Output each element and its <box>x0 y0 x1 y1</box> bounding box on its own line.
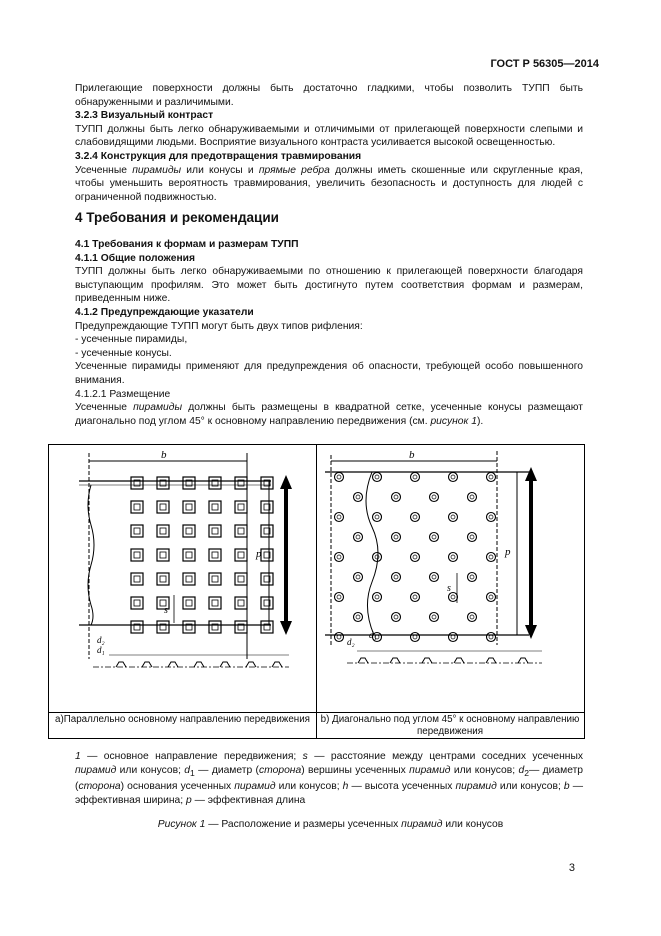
pyramid-base <box>209 621 221 633</box>
cone-top <box>394 575 398 579</box>
direction-arrow-up-icon <box>525 467 537 481</box>
cone-top <box>413 475 417 479</box>
text-run: ) вершины усеченных <box>301 764 410 776</box>
cone-top <box>451 555 455 559</box>
text-run: — расстояние между центрами соседних усеченных <box>307 751 583 762</box>
profile-bump <box>272 662 282 667</box>
profile-bump <box>486 658 496 663</box>
text-run: — диаметр ( <box>194 764 259 776</box>
profile-bump <box>454 658 464 663</box>
pyramid-grid <box>131 477 273 633</box>
cone-top <box>470 575 474 579</box>
pyramid-top <box>238 600 244 606</box>
cone-base <box>392 613 401 622</box>
cone-base <box>354 533 363 542</box>
pyramid-base <box>183 477 195 489</box>
pyramid-base <box>131 573 143 585</box>
cone-top <box>470 495 474 499</box>
text-run-italic: пирамид <box>401 819 443 830</box>
text-run-italic: сторона <box>259 764 302 776</box>
heading-section-4: 4 Требования и рекомендации <box>75 210 279 225</box>
cone-base <box>430 493 439 502</box>
cone-base <box>487 553 496 562</box>
text-run: ). <box>476 415 484 427</box>
cone-base <box>449 633 458 642</box>
cone-base <box>335 513 344 522</box>
pyramid-base <box>157 477 169 489</box>
text-run-italic: пирамид <box>234 781 276 793</box>
text-run-italic: пирамид <box>455 781 497 793</box>
pyramid-base <box>209 525 221 537</box>
cone-top <box>432 535 436 539</box>
pyramid-top <box>186 600 192 606</box>
cone-top <box>356 615 360 619</box>
pyramid-base <box>157 573 169 585</box>
pyramid-base <box>183 525 195 537</box>
pyramid-base <box>157 549 169 561</box>
cone-base <box>392 493 401 502</box>
text-run: или конусов; <box>496 781 564 793</box>
cone-base <box>354 573 363 582</box>
text-run: ) основания усеченных <box>120 781 235 793</box>
cone-base <box>354 493 363 502</box>
cone-base <box>487 593 496 602</box>
pyramid-top <box>134 552 140 558</box>
cone-base <box>487 633 496 642</box>
document-code: ГОСТ Р 56305—2014 <box>490 58 599 70</box>
body-text-top <box>75 82 583 204</box>
text-run: — эффективная длина <box>191 794 306 806</box>
paragraph-injury-prevention <box>75 164 583 205</box>
paragraph-surfaces: Прилегающие поверхности должны быть достаточно гладкими, чтобы позволить ТУПП быть обнаруженными и различимыми. <box>75 83 583 108</box>
subscript: 1 <box>190 767 195 778</box>
pyramid-top <box>160 576 166 582</box>
label-d1: d₁ <box>97 645 105 655</box>
text-run-italic: сторона <box>78 781 121 793</box>
cone-top <box>394 535 398 539</box>
text-run: или конусов; <box>275 781 343 793</box>
text-run: или конусов; <box>450 764 519 776</box>
text-run: Усеченные <box>75 402 134 414</box>
profile-bump <box>518 658 528 663</box>
cone-base <box>411 633 420 642</box>
pyramid-base <box>183 549 195 561</box>
cone-top <box>432 495 436 499</box>
pyramid-base <box>131 477 143 489</box>
pyramid-top <box>238 528 244 534</box>
text-run: или конусов; <box>116 764 185 776</box>
pyramid-base <box>183 501 195 513</box>
heading-4-1-1: 4.1.1 Общие положения <box>75 252 195 264</box>
cone-base <box>468 613 477 622</box>
cone-base <box>430 533 439 542</box>
cone-base <box>468 533 477 542</box>
text-run: или конусов <box>442 819 504 830</box>
pyramid-base <box>235 477 247 489</box>
text-run: или конусы и <box>181 164 259 176</box>
cone-grid <box>335 473 496 642</box>
pyramid-top <box>212 552 218 558</box>
pyramid-top <box>160 552 166 558</box>
label-p: p <box>505 546 511 558</box>
text-run-italic: пирамид <box>409 764 451 776</box>
label-p: p <box>256 548 262 560</box>
cone-base <box>373 593 382 602</box>
direction-arrow-up-icon <box>280 475 292 489</box>
cone-base <box>354 613 363 622</box>
figure-divider-horizontal <box>49 712 584 713</box>
cone-top <box>337 515 341 519</box>
pyramid-top <box>186 528 192 534</box>
pyramid-base <box>235 525 247 537</box>
heading-4-1: 4.1 Требования к формам и размерам ТУПП <box>75 239 299 250</box>
text-run: — высота усеченных <box>348 781 456 793</box>
pyramid-base <box>209 501 221 513</box>
pyramid-base <box>183 573 195 585</box>
text-run-italic: пирамиды <box>133 402 183 414</box>
cone-base <box>335 593 344 602</box>
label-s: s <box>447 583 451 594</box>
cone-top <box>451 475 455 479</box>
pyramid-base <box>235 621 247 633</box>
text-run-italic: пирамиды <box>132 164 182 176</box>
page-number: 3 <box>568 862 575 874</box>
pyramid-top <box>186 552 192 558</box>
pyramid-top <box>212 600 218 606</box>
cone-top <box>337 595 341 599</box>
pyramid-top <box>238 504 244 510</box>
label-d1: d₁ <box>369 630 377 640</box>
pyramid-top <box>134 600 140 606</box>
figure-1 <box>48 444 585 739</box>
text-run-italic: пирамид <box>75 764 117 776</box>
pyramid-base <box>261 597 273 609</box>
cone-base <box>411 473 420 482</box>
direction-arrow-down-icon <box>525 625 537 639</box>
cone-base <box>411 593 420 602</box>
pyramid-base <box>261 549 273 561</box>
profile-bump <box>422 658 432 663</box>
pyramid-base <box>131 549 143 561</box>
caption-b: b) Диагонально под углом 45° к основному направлению передвижения <box>320 714 580 737</box>
cone-top <box>451 515 455 519</box>
list-item-pyramids: - усеченные пирамиды, <box>75 334 188 346</box>
cone-top <box>489 475 493 479</box>
subscript: 2 <box>524 767 529 778</box>
cone-top <box>432 575 436 579</box>
paragraph-pyramids-usage: Усеченные пирамиды применяют для предупреждения об опасности, требующей особо повышенного внимания. <box>75 361 583 386</box>
pyramid-base <box>131 525 143 537</box>
text-run: — основное направление передвижения; <box>80 751 303 762</box>
heading-4-1-2: 4.1.2 Предупреждающие указатели <box>75 306 254 318</box>
pyramid-base <box>131 501 143 513</box>
profile-bump <box>358 658 368 663</box>
profile-bump <box>142 662 152 667</box>
cone-base <box>411 553 420 562</box>
caption-a: а)Параллельно основному направлению передвижения <box>55 714 310 725</box>
cone-top <box>375 515 379 519</box>
cone-top <box>375 555 379 559</box>
cone-base <box>392 533 401 542</box>
legend-key: d <box>518 764 525 776</box>
diagram-parallel-pyramids <box>49 445 315 711</box>
cone-top <box>375 475 379 479</box>
cone-top <box>394 495 398 499</box>
text-run: — эффективная ширина; <box>75 781 583 806</box>
cone-base <box>487 513 496 522</box>
cone-base <box>468 493 477 502</box>
pyramid-top <box>134 528 140 534</box>
legend-key: s <box>302 751 308 762</box>
pyramid-base <box>157 621 169 633</box>
pyramid-top <box>212 528 218 534</box>
wavy-break-line <box>366 472 378 635</box>
cone-base <box>411 513 420 522</box>
cone-base <box>373 553 382 562</box>
cone-base <box>335 553 344 562</box>
pyramid-top <box>134 576 140 582</box>
cone-top <box>356 495 360 499</box>
pyramid-top <box>134 504 140 510</box>
list-item-cones: - усеченные конусы. <box>75 347 172 359</box>
cone-base <box>430 573 439 582</box>
profile-section <box>347 651 542 663</box>
pyramid-base <box>261 573 273 585</box>
direction-arrow-down-icon <box>280 621 292 635</box>
paragraph-placement <box>75 401 583 428</box>
label-s: s <box>164 605 168 616</box>
cone-base <box>335 473 344 482</box>
legend-key: b <box>563 781 570 793</box>
heading-3-2-4: 3.2.4 Конструкция для предотвращения травмирования <box>75 150 362 162</box>
text-run: Усеченные <box>75 164 133 176</box>
pyramid-base <box>157 501 169 513</box>
profile-bump <box>116 662 126 667</box>
cone-base <box>373 473 382 482</box>
body-text-section-4 <box>75 238 583 428</box>
pyramid-base <box>261 501 273 513</box>
pyramid-base <box>261 525 273 537</box>
label-b: b <box>409 449 415 461</box>
pyramid-base <box>183 597 195 609</box>
pyramid-base <box>235 597 247 609</box>
cone-base <box>392 573 401 582</box>
profile-bump <box>246 662 256 667</box>
pyramid-base <box>209 477 221 489</box>
cone-base <box>430 613 439 622</box>
cone-top <box>489 595 493 599</box>
figure-caption <box>0 819 661 830</box>
cone-base <box>468 573 477 582</box>
cone-top <box>489 555 493 559</box>
legend-key: h <box>342 781 349 793</box>
pyramid-base <box>261 477 273 489</box>
heading-3-2-3: 3.2.3 Визуальный контраст <box>75 110 214 122</box>
pyramid-top <box>212 504 218 510</box>
figure-number: Рисунок 1 <box>157 819 206 830</box>
pyramid-base <box>209 573 221 585</box>
cone-base <box>335 633 344 642</box>
paragraph-general: ТУПП должны быть легко обнаруживаемыми по отношению к прилегающей поверхности благодаря выступающим профилям. Это может быть достигнуто путем соответствия формам и размерам, приведенным ниже. <box>75 266 583 305</box>
profile-section <box>93 655 289 667</box>
pyramid-top <box>160 528 166 534</box>
cone-top <box>451 595 455 599</box>
pyramid-base <box>209 597 221 609</box>
cone-base <box>449 473 458 482</box>
cone-top <box>337 555 341 559</box>
pyramid-base <box>131 621 143 633</box>
pyramid-top <box>238 576 244 582</box>
cone-base <box>487 473 496 482</box>
label-d2: d₂ <box>347 637 355 647</box>
cone-top <box>432 615 436 619</box>
legend-key: d <box>184 764 191 776</box>
pyramid-base <box>157 525 169 537</box>
cone-top <box>413 515 417 519</box>
pyramid-top <box>160 504 166 510</box>
text-run-italic: рисунок 1 <box>430 415 477 427</box>
cone-base <box>449 513 458 522</box>
cone-top <box>337 475 341 479</box>
text-run: — Расположение и размеры усеченных <box>205 819 402 830</box>
pyramid-base <box>131 597 143 609</box>
pyramid-base <box>183 621 195 633</box>
pyramid-base <box>261 621 273 633</box>
pyramid-top <box>186 504 192 510</box>
pyramid-top <box>186 576 192 582</box>
text-run: — диаметр ( <box>75 764 584 793</box>
legend-key: 1 <box>75 751 81 762</box>
diagram-diagonal-cones <box>317 445 583 711</box>
cone-top <box>413 555 417 559</box>
legend-key: p <box>185 794 192 806</box>
text-run: должны быть размещены в квадратной сетке, усеченные конусы размещают диагонально под углом 45° к основному направлению передвижения (см. <box>75 402 583 427</box>
pyramid-base <box>235 501 247 513</box>
profile-bump <box>194 662 204 667</box>
profile-bump <box>168 662 178 667</box>
figure-legend <box>75 750 583 807</box>
paragraph-warning-intro: Предупреждающие ТУПП могут быть двух типов рифления: <box>75 320 363 332</box>
heading-4-1-2-1: 4.1.2.1 Размещение <box>75 388 171 400</box>
pyramid-base <box>235 573 247 585</box>
cone-top <box>470 615 474 619</box>
label-b: b <box>161 449 167 461</box>
cone-base <box>449 553 458 562</box>
pyramid-base <box>209 549 221 561</box>
pyramid-base <box>235 549 247 561</box>
text-run: должны иметь скошенные или скругленные края, чтобы уменьшить вероятность травмирования, увеличить безопасность и доступность для людей с ограниченной подвижностью. <box>75 164 583 203</box>
cone-top <box>356 575 360 579</box>
pyramid-top <box>212 576 218 582</box>
cone-top <box>413 595 417 599</box>
profile-bump <box>220 662 230 667</box>
cone-base <box>373 513 382 522</box>
pyramid-top <box>238 552 244 558</box>
paragraph-visual-contrast: ТУПП должны быть легко обнаруживаемыми и отличимыми от прилегающей поверхности слепыми и слабовидящими людьми. Восприятие визуального контраста усиливается высокой освещенностью. <box>75 123 583 149</box>
cone-top <box>356 535 360 539</box>
cone-top <box>489 515 493 519</box>
label-d2: d₂ <box>97 635 105 645</box>
profile-bump <box>390 658 400 663</box>
cone-top <box>470 535 474 539</box>
cone-top <box>394 615 398 619</box>
text-run-italic: прямые ребра <box>258 164 330 176</box>
cone-top <box>375 595 379 599</box>
